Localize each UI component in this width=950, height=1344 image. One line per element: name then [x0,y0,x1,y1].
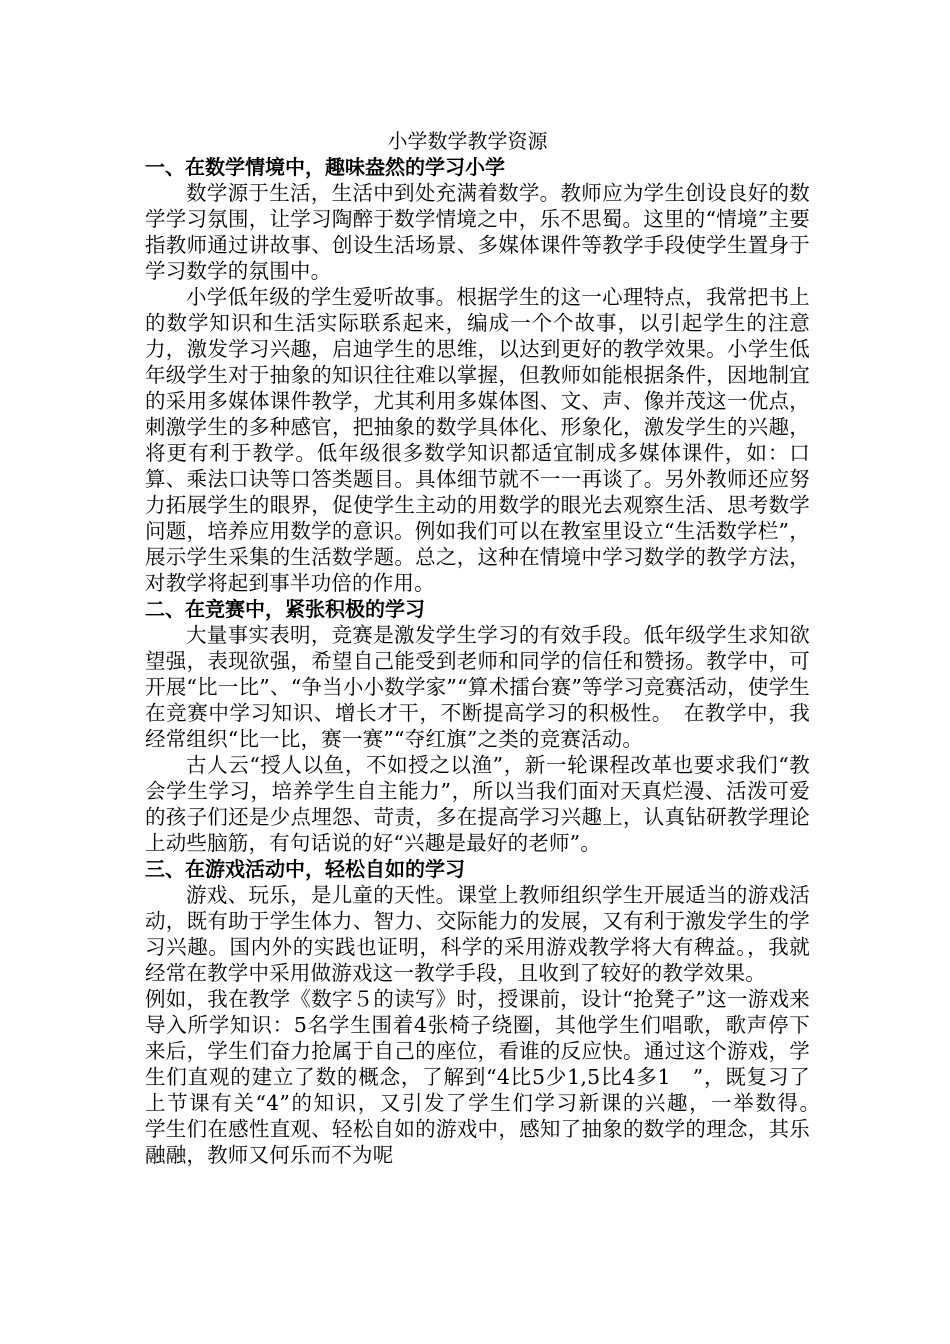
section-2-paragraph-1: 大量事实表明，竞赛是激发学生学习的有效手段。低年级学生求知欲望强，表现欲强，希望自己能受到老师和同学的信任和赞扬。教学中，可开展“比一比”、“争当小小数学家”“算术擂台赛”等学习竞赛活动，使学生在竞赛中学习知识、增长才干，不断提高学习的积极性。 在教学中，我经常组织“比一比，赛一赛”“夺红旗”之类的竞赛活动。 [145,623,810,751]
document-page [145,128,831,1168]
section-1-paragraph-1: 数学源于生活，生活中到处充满着数学。教师应为学生创设良好的数学学习氛围，让学习陶醉于数学情境之中，乐不思蜀。这里的“情境”主要指教师通过讲故事、创设生活场景、多媒体课件等教学手段使学生置身于学习数学的氛围中。 [145,181,810,283]
section-3-paragraph-2: 例如，我在教学《数字５的读写》时，授课前，设计“抢凳子”这一游戏来导入所学知识：5名学生围着4张椅子绕圈，其他学生们唱歌，歌声停下来后，学生们奋力抢属于自己的座位，看谁的反应快。通过这个游戏，学生们直观的建立了数的概念，了解到“4比5少1,5比4多1 ”，既复习了上节课有关“4”的知识，又引发了学生们学习新课的兴趣，一举数得。 学生们在感性直观、轻松自如的游戏中，感知了抽象的数学的理念，其乐融融，教师又何乐而不为呢 [145,987,831,1167]
section-heading-3: 三、在游戏活动中，轻松自如的学习 [145,857,465,881]
section-1-paragraph-2: 小学低年级的学生爱听故事。根据学生的这一心理特点，我常把书上的数学知识和生活实际联系起来，编成一个个故事，以引起学生的注意力，激发学习兴趣，启迪学生的思维，以达到更好的教学效果。小学生低年级学生对于抽象的知识往往难以掌握，但教师如能根据条件，因地制宜的采用多媒体课件教学，尤其利用多媒体图、文、声、像并茂这一优点，刺激学生的多种感官，把抽象的数学具体化、形象化，激发学生的兴趣，将更有利于教学。低年级很多数学知识都适宜制成多媒体课件，如：口算、乘法口诀等口答类题目。具体细节就不一一再谈了。另外教师还应努力拓展学生的眼界，促使学生主动的用数学的眼光去观察生活、思考数学问题，培养应用数学的意识。例如我们可以在教室里设立“生活数学栏”，展示学生采集的生活数学题。总之，这种在情境中学习数学的教学方法，对教学将起到事半功倍的作用。 [145,285,810,595]
section-heading-2: 二、在竞赛中，紧张积极的学习 [145,597,425,621]
document-title: 小学数学教学资源 [387,129,548,153]
section-2-paragraph-2: 古人云“授人以鱼，不如授之以渔”，新一轮课程改革也要求我们“教会学生学习，培养学生自主能力”，所以当我们面对天真烂漫、活泼可爱的孩子们还是少点埋怨、苛责，多在提高学习兴趣上，认真钻研教学理论上动些脑筋，有句话说的好“兴趣是最好的老师”。 [145,753,810,855]
section-3-paragraph-1: 游戏、玩乐，是儿童的天性。课堂上教师组织学生开展适当的游戏活动，既有助于学生体力、智力、交际能力的发展，又有利于激发学生的学习兴趣。国内外的实践也证明，科学的采用游戏教学将大有稗益。，我就经常在教学中采用做游戏这一教学手段，且收到了较好的教学效果。 [145,883,810,985]
section-heading-1: 一、在数学情境中，趣味盎然的学习小学 [145,155,505,179]
